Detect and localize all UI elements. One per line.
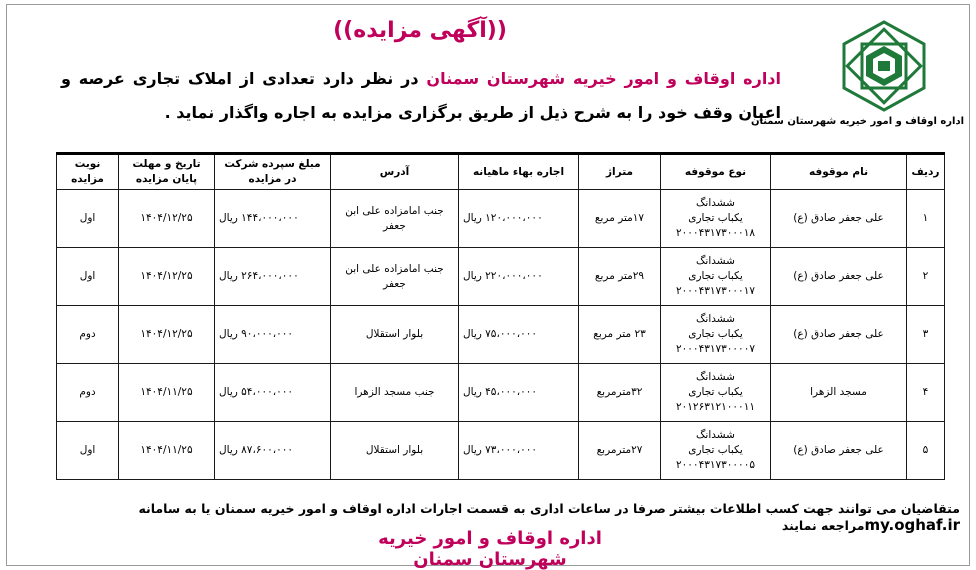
type-line2: یکباب تجاری: [688, 328, 743, 340]
cell-type: [661, 422, 771, 480]
cell-address: جنب امامزاده علی ابن جعفر: [331, 248, 459, 306]
cell-rent: ۲۲۰،۰۰۰،۰۰۰ ریال: [459, 248, 579, 306]
cell-area: ۲۷مترمربع: [579, 422, 661, 480]
col-header-rent: اجاره بهاء ماهیانه: [459, 154, 579, 190]
footer-note-text: متقاضیان می توانند جهت کسب اطلاعات بیشتر صرفا در ساعات اداری به قسمت اجارات اداره اوقاف و امور خیریه سمنان یا به سامانه: [138, 501, 960, 516]
type-code: ۲۰۱۲۶۳۱۲۱۰۰۰۱۱: [676, 401, 755, 413]
cell-address: بلوار استقلال: [331, 422, 459, 480]
table-row: [57, 190, 945, 248]
cell-radif: ۵: [907, 422, 945, 480]
cell-date: ۱۴۰۴/۱۱/۲۵: [119, 364, 215, 422]
type-line1: ششدانگ: [696, 197, 735, 209]
col-header-name: نام موقوفه: [771, 154, 907, 190]
table-row: [57, 422, 945, 480]
cell-round: اول: [57, 248, 119, 306]
footer-note-end: مراجعه نمایند: [781, 518, 865, 533]
cell-type: [661, 248, 771, 306]
logo-block: [750, 20, 964, 140]
cell-round: دوم: [57, 306, 119, 364]
intro-paragraph: [61, 62, 781, 130]
intro-text: در نظر دارد تعدادی از املاک تجاری عرصه و اعیان وقف خود را به شرح ذیل از طریق برگزاری مزایده به اجاره واگذار نماید .: [61, 69, 781, 122]
col-header-area: متراژ: [579, 154, 661, 190]
cell-deposit: ۱۴۴،۰۰۰،۰۰۰ ریال: [215, 190, 331, 248]
cell-round: اول: [57, 190, 119, 248]
cell-name: علی جعفر صادق (ع): [771, 422, 907, 480]
type-code: ۲۰۰۰۴۳۱۷۳۰۰۰۰۷: [676, 343, 755, 355]
cell-name: مسجد الزهرا: [771, 364, 907, 422]
col-header-type: نوع موقوفه: [661, 154, 771, 190]
col-header-round: نوبت مزایده: [57, 154, 119, 190]
website-link[interactable]: my.oghaf.ir: [864, 516, 960, 534]
cell-date: ۱۴۰۴/۱۲/۲۵: [119, 190, 215, 248]
cell-date: ۱۴۰۴/۱۲/۲۵: [119, 306, 215, 364]
cell-radif: ۴: [907, 364, 945, 422]
cell-name: علی جعفر صادق (ع): [771, 248, 907, 306]
cell-type: [661, 190, 771, 248]
col-header-deposit: مبلغ سپرده شرکت در مزایده: [215, 154, 331, 190]
col-header-date: تاریخ و مهلت پایان مزایده: [119, 154, 215, 190]
type-line2: یکباب تجاری: [688, 444, 743, 456]
type-line1: ششدانگ: [696, 371, 735, 383]
cell-round: اول: [57, 422, 119, 480]
cell-radif: ۱: [907, 190, 945, 248]
cell-name: علی جعفر صادق (ع): [771, 306, 907, 364]
cell-type: [661, 364, 771, 422]
table-row: [57, 306, 945, 364]
cell-radif: ۳: [907, 306, 945, 364]
type-code: ۲۰۰۰۴۳۱۷۳۰۰۰۱۷: [676, 285, 755, 297]
cell-deposit: ۲۶۴،۰۰۰،۰۰۰ ریال: [215, 248, 331, 306]
cell-rent: ۷۵،۰۰۰،۰۰۰ ریال: [459, 306, 579, 364]
table-row: [57, 364, 945, 422]
type-line2: یکباب تجاری: [688, 270, 743, 282]
cell-rent: ۴۵،۰۰۰،۰۰۰ ریال: [459, 364, 579, 422]
intro-organization: اداره اوقاف و امور خیریه شهرستان سمنان: [426, 69, 781, 88]
page-title: ((آگهی مزایده)): [333, 18, 507, 43]
cell-deposit: ۵۴،۰۰۰،۰۰۰ ریال: [215, 364, 331, 422]
type-code: ۲۰۰۰۴۳۱۷۳۰۰۰۱۸: [676, 227, 755, 239]
cell-address: جنب امامزاده علی ابن جعفر: [331, 190, 459, 248]
auction-table: [56, 152, 945, 480]
cell-rent: ۱۲۰،۰۰۰،۰۰۰ ریال: [459, 190, 579, 248]
type-line1: ششدانگ: [696, 255, 735, 267]
cell-rent: ۷۳،۰۰۰،۰۰۰ ریال: [459, 422, 579, 480]
type-code: ۲۰۰۰۴۳۱۷۳۰۰۰۰۵: [676, 459, 755, 471]
cell-area: ۳۲مترمربع: [579, 364, 661, 422]
cell-address: جنب مسجد الزهرا: [331, 364, 459, 422]
type-line2: یکباب تجاری: [688, 212, 743, 224]
cell-type: [661, 306, 771, 364]
cell-deposit: ۸۷،۶۰۰،۰۰۰ ریال: [215, 422, 331, 480]
cell-area: ۱۷متر مربع: [579, 190, 661, 248]
cell-round: دوم: [57, 364, 119, 422]
col-header-radif: ردیف: [907, 154, 945, 190]
logo-caption: اداره اوقاف و امور خیریه شهرستان سمنان: [750, 116, 964, 127]
table-header-row: [57, 154, 945, 190]
cell-area: ۲۳ متر مربع: [579, 306, 661, 364]
cell-date: ۱۴۰۴/۱۱/۲۵: [119, 422, 215, 480]
footer-organization: اداره اوقاف و امور خیریه شهرستان سمنان: [378, 528, 602, 570]
table-row: [57, 248, 945, 306]
type-line2: یکباب تجاری: [688, 386, 743, 398]
cell-area: ۲۹متر مربع: [579, 248, 661, 306]
cell-radif: ۲: [907, 248, 945, 306]
col-header-address: آدرس: [331, 154, 459, 190]
cell-date: ۱۴۰۴/۱۲/۲۵: [119, 248, 215, 306]
type-line1: ششدانگ: [696, 313, 735, 325]
awqaf-emblem-icon: [838, 20, 930, 112]
type-line1: ششدانگ: [696, 429, 735, 441]
cell-name: علی جعفر صادق (ع): [771, 190, 907, 248]
cell-address: بلوار استقلال: [331, 306, 459, 364]
cell-deposit: ۹۰،۰۰۰،۰۰۰ ریال: [215, 306, 331, 364]
